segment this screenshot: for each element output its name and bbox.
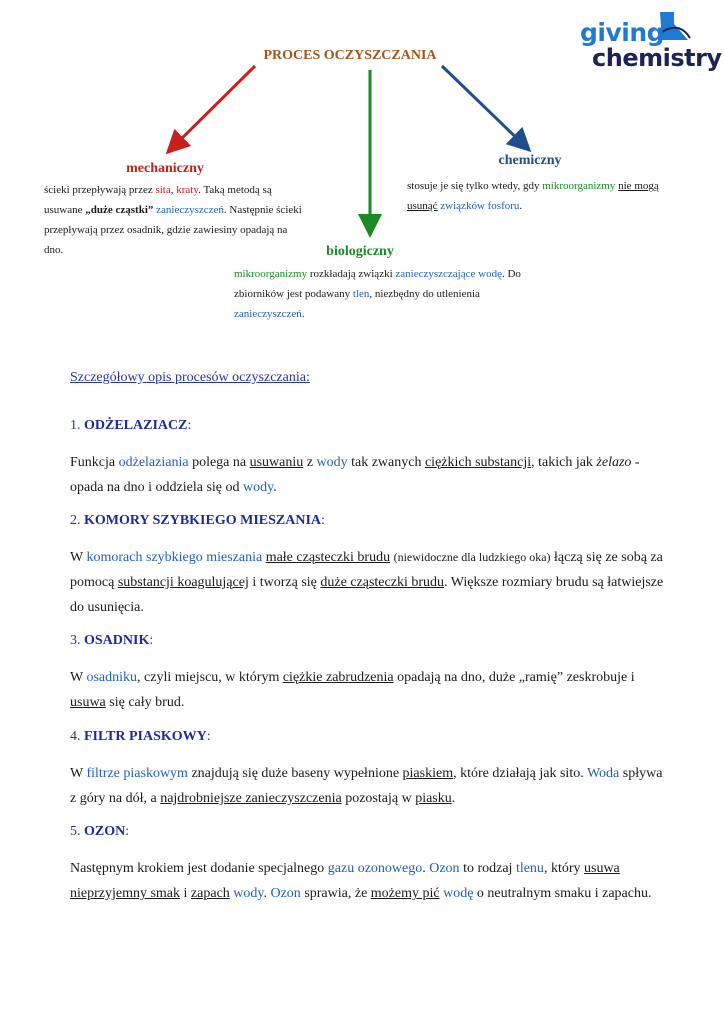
chemical-heading: chemiczny <box>498 153 562 168</box>
section-5-text: Następnym krokiem jest dodanie specjalnego gazu ozonowego. Ozon to rodzaj tlenu, który usuwa nieprzyjemny smak i zapach wody. Ozon sprawia, że możemy pić wodę o neutralnym smaku i zapachu. <box>70 861 652 901</box>
section-3-heading: 3. OSADNIK: <box>70 633 154 648</box>
section-2-text: W komorach szybkiego mieszania małe cząsteczki brudu (niewidoczne dla ludzkiego oka) łączą się ze sobą za pomocą substancji koagulującej i tworzą się duże cząsteczki brudu. Większe rozmiary brudu są łatwiejsze do usunięcia. <box>70 550 664 615</box>
section-4-text: W filtrze piaskowym znajdują się duże baseny wypełnione piaskiem, które działają jak sito. Woda spływa z góry na dół, a najdrobniejsze zanieczyszczenia pozostają w piasku. <box>70 766 663 806</box>
chemical-description: stosuje je się tylko wtedy, gdy mikroorganizmy nie mogą usunąć związków fosforu. <box>407 180 659 212</box>
section-1-heading: 1. ODŻELAZIACZ: <box>70 418 192 433</box>
biological-heading: biologiczny <box>326 244 394 259</box>
logo-text-giving: giving <box>580 18 665 47</box>
logo-text-chemistry: chemistry <box>592 44 722 72</box>
mechanical-description: ścieki przepływają przez sita, kraty. Taką metodą są usuwane „duże cząstki” zanieczyszczeń. Następnie ścieki przepływają przez osadnik, gdzie zawiesiny opadają na dno. <box>44 184 302 256</box>
biological-description: mikroorganizmy rozkładają związki zanieczyszczające wodę. Do zbiorników jest podawany tlen, niezbędny do utlenienia zanieczyszczeń. <box>234 268 521 320</box>
diagram-title: PROCES OCZYSZCZANIA <box>263 48 437 63</box>
arrow-chemical <box>442 66 527 148</box>
section-4-heading: 4. FILTR PIASKOWY: <box>70 729 211 744</box>
arrow-mechanical <box>170 66 255 150</box>
details-heading: Szczegółowy opis procesów oczyszczania: <box>70 370 310 385</box>
section-1-text: Funkcja odżelaziania polega na usuwaniu z wody tak zwanych ciężkich substancji, takich jak żelazo - opada na dno i oddziela się od wody. <box>70 455 640 495</box>
mechanical-heading: mechaniczny <box>126 161 204 176</box>
section-2-heading: 2. KOMORY SZYBKIEGO MIESZANIA: <box>70 513 325 528</box>
section-5-heading: 5. OZON: <box>70 824 130 839</box>
section-3-text: W osadniku, czyli miejscu, w którym ciężkie zabrudzenia opadają na dno, duże „ramię” zeskrobuje i usuwa się cały brud. <box>70 670 635 710</box>
